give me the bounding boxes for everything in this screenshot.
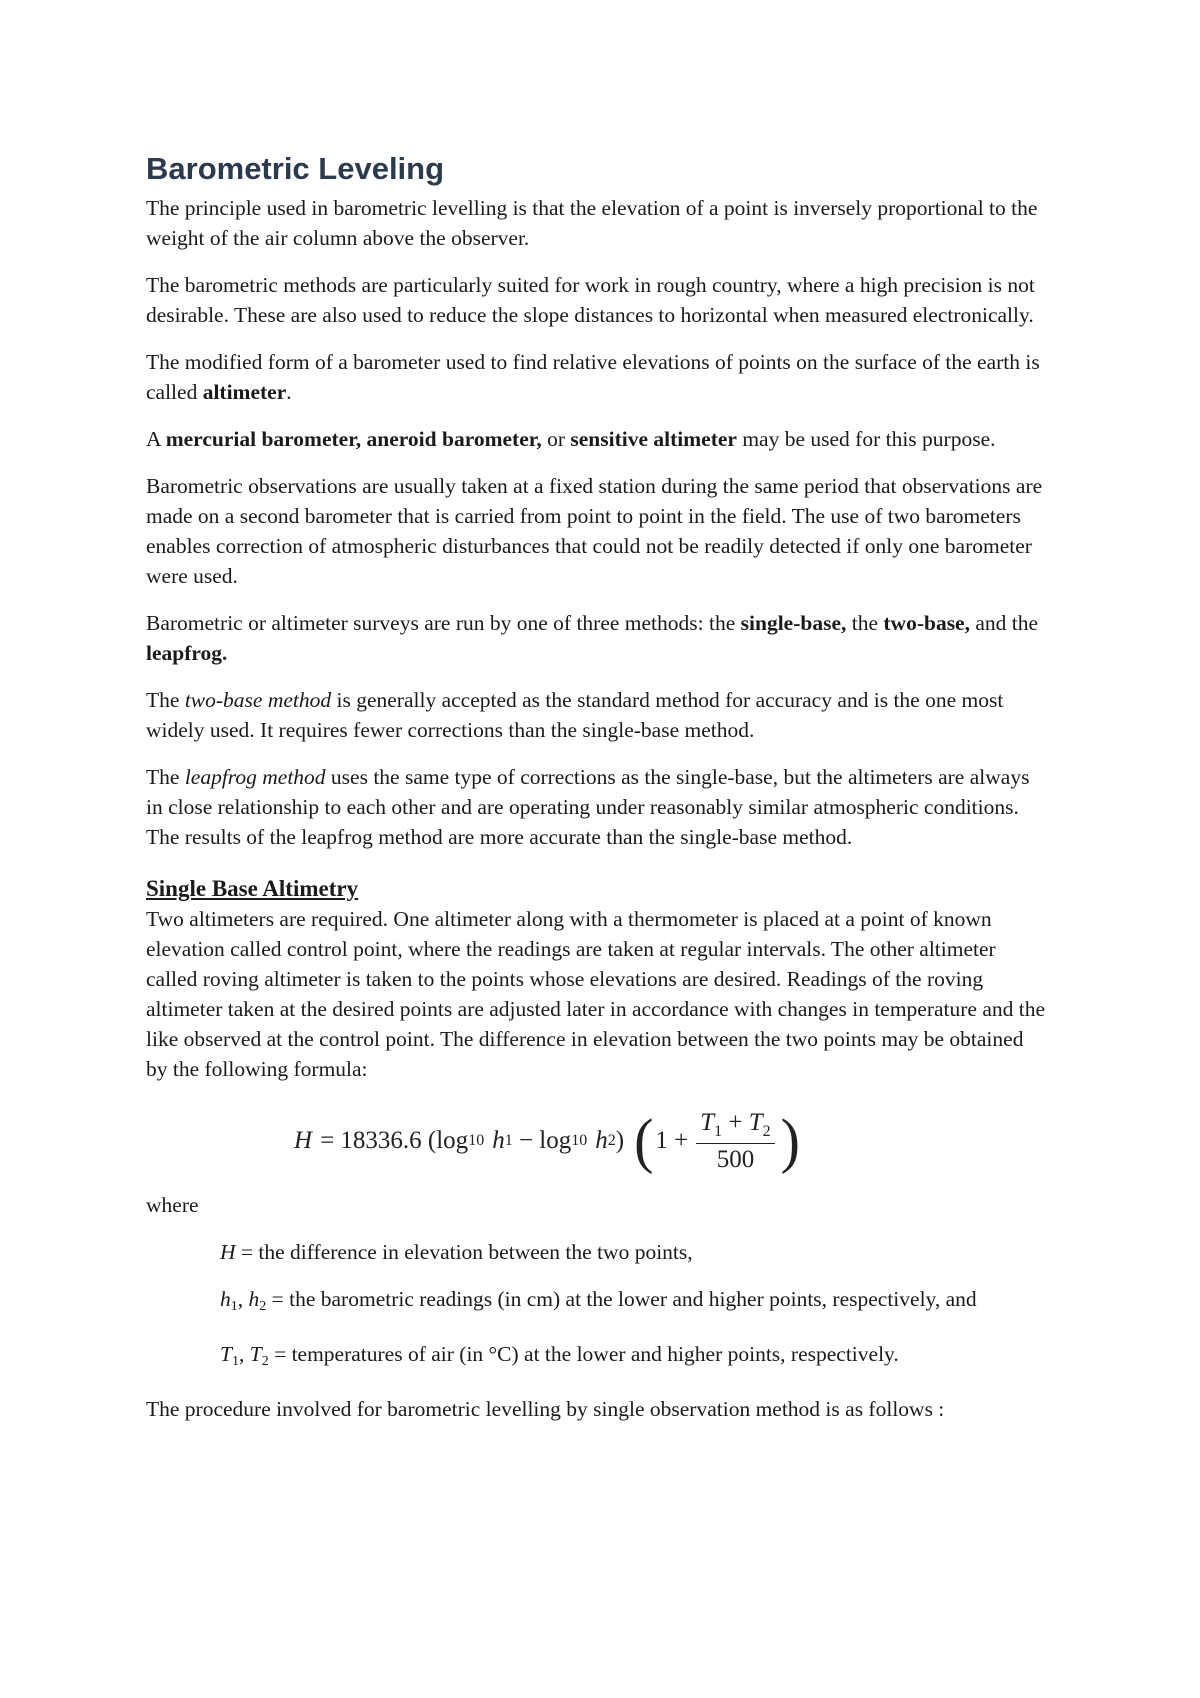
text-run: = temperatures of air (in °C) at the lower and higher points, respectively. bbox=[268, 1342, 899, 1367]
formula-log-base: 10 bbox=[468, 1132, 485, 1150]
formula-T2-sub: 2 bbox=[762, 1122, 771, 1140]
symbol-h2-sub: 2 bbox=[259, 1299, 267, 1315]
term-leapfrog: leapfrog. bbox=[146, 641, 228, 666]
formula-minus: − log bbox=[512, 1127, 572, 1155]
term-leapfrog-method: leapfrog method bbox=[184, 765, 326, 790]
definitions-where: where bbox=[146, 1193, 199, 1218]
formula-T1: T bbox=[700, 1108, 715, 1136]
symbol-h1-sub: 1 bbox=[230, 1299, 238, 1315]
paragraph-instruments bbox=[146, 424, 1050, 454]
text-run: and the bbox=[969, 611, 1039, 636]
text-run: Barometric or altimeter surveys are run by one of three methods: the bbox=[146, 611, 741, 636]
text-run: The bbox=[146, 688, 185, 713]
term-barometers: mercurial barometer, aneroid barometer, bbox=[165, 427, 542, 452]
term-single-base: single-base, bbox=[740, 611, 847, 636]
paragraph-two-base bbox=[146, 685, 1050, 745]
paragraph-methods-suited: The barometric methods are particularly suited for work in rough country, where a high precision is not desirable. These are also used to reduce the slope distances to horizontal when measured electronically. bbox=[146, 273, 1035, 328]
elevation-formula bbox=[294, 1106, 1050, 1176]
text-run: A bbox=[146, 427, 166, 452]
term-altimeter: altimeter bbox=[202, 380, 287, 405]
symbol-T2-sub: 2 bbox=[261, 1354, 269, 1370]
text-run: or bbox=[541, 427, 571, 452]
text-run: , bbox=[237, 1287, 249, 1312]
formula-one-plus: 1 + bbox=[655, 1127, 689, 1155]
text-run: uses the same type of corrections as the single-base, but the altimeters are always in close relationship to each other and are operating under reasonably similar atmospheric conditions. The results of the leapfrog method are more accurate than the single-base method. bbox=[146, 765, 1030, 850]
symbol-T1-sub: 1 bbox=[231, 1354, 239, 1370]
symbol-T1: T bbox=[220, 1342, 232, 1367]
text-run: The modified form of a barometer used to find relative elevations of points on the surface of the earth is called bbox=[146, 350, 1040, 405]
formula-h1-sub: 1 bbox=[504, 1132, 513, 1150]
formula-numerator bbox=[696, 1109, 774, 1144]
formula-fraction bbox=[696, 1109, 774, 1174]
formula-lhs: H bbox=[294, 1127, 313, 1155]
section-heading-single-base: Single Base Altimetry bbox=[146, 876, 359, 902]
formula-open-paren: ( bbox=[634, 1106, 654, 1175]
paragraph-altimeter bbox=[146, 347, 1050, 407]
formula-close: ) bbox=[615, 1127, 625, 1155]
text-run: = the barometric readings (in cm) at the lower and higher points, respectively, and bbox=[266, 1287, 977, 1312]
text-run: = the difference in elevation between the two points, bbox=[235, 1240, 693, 1265]
formula-equals: = 18336.6 (log bbox=[320, 1127, 469, 1155]
term-two-base-method: two-base method bbox=[184, 688, 332, 713]
formula-h1: h bbox=[492, 1127, 505, 1155]
paragraph-single-base: Two altimeters are required. One altimeter along with a thermometer is placed at a point of known elevation called control point, where the readings are taken at regular intervals. The other altimeter called roving altimeter is taken to the points whose elevations are desired. Readings of the roving altimeter taken at the desired points are adjusted later in accordance with changes in temperature and the like observed at the control point. The difference in elevation between the two points may be obtained by the following formula: bbox=[146, 907, 1046, 1082]
text-run: . bbox=[286, 380, 292, 405]
text-run: the bbox=[846, 611, 884, 636]
paragraph-principle: The principle used in barometric levelling is that the elevation of a point is inversely proportional to the weight of the air column above the observer. bbox=[146, 196, 1038, 251]
formula-close-paren: ) bbox=[780, 1106, 800, 1175]
formula-T1-sub: 1 bbox=[714, 1122, 723, 1140]
formula-definitions bbox=[146, 1190, 1050, 1377]
definition-h bbox=[220, 1284, 1050, 1322]
formula-h2: h bbox=[595, 1127, 608, 1155]
formula-log-base-2: 10 bbox=[571, 1132, 588, 1150]
text-run: The bbox=[146, 765, 185, 790]
definition-H bbox=[220, 1237, 1050, 1267]
text-run: , bbox=[238, 1342, 250, 1367]
symbol-h1: h bbox=[220, 1287, 231, 1312]
definition-T bbox=[220, 1339, 1050, 1377]
paragraph-survey-methods bbox=[146, 608, 1050, 668]
paragraph-procedure: The procedure involved for barometric levelling by single observation method is as follows : bbox=[146, 1397, 945, 1422]
formula-denominator: 500 bbox=[716, 1145, 755, 1173]
text-run: is generally accepted as the standard method for accuracy and is the one most widely used. It requires fewer corrections than the single-base method. bbox=[146, 688, 1004, 743]
symbol-T2: T bbox=[249, 1342, 262, 1367]
paragraph-observations: Barometric observations are usually taken at a fixed station during the same period that observations are made on a second barometer that is carried from point to point in the field. The use of two barometers enables correction of atmospheric disturbances that could not be readily detected if only one barometer were used. bbox=[146, 474, 1043, 589]
term-sensitive-altimeter: sensitive altimeter bbox=[570, 427, 737, 452]
formula-h2-sub: 2 bbox=[607, 1132, 616, 1150]
symbol-H: H bbox=[220, 1240, 236, 1265]
paragraph-leapfrog bbox=[146, 762, 1050, 852]
term-two-base: two-base, bbox=[883, 611, 970, 636]
document-title: Barometric Leveling bbox=[146, 151, 445, 186]
formula-num-plus: + bbox=[722, 1108, 749, 1136]
symbol-h2: h bbox=[248, 1287, 260, 1312]
formula-T2: T bbox=[748, 1108, 763, 1136]
text-run: may be used for this purpose. bbox=[736, 427, 996, 452]
